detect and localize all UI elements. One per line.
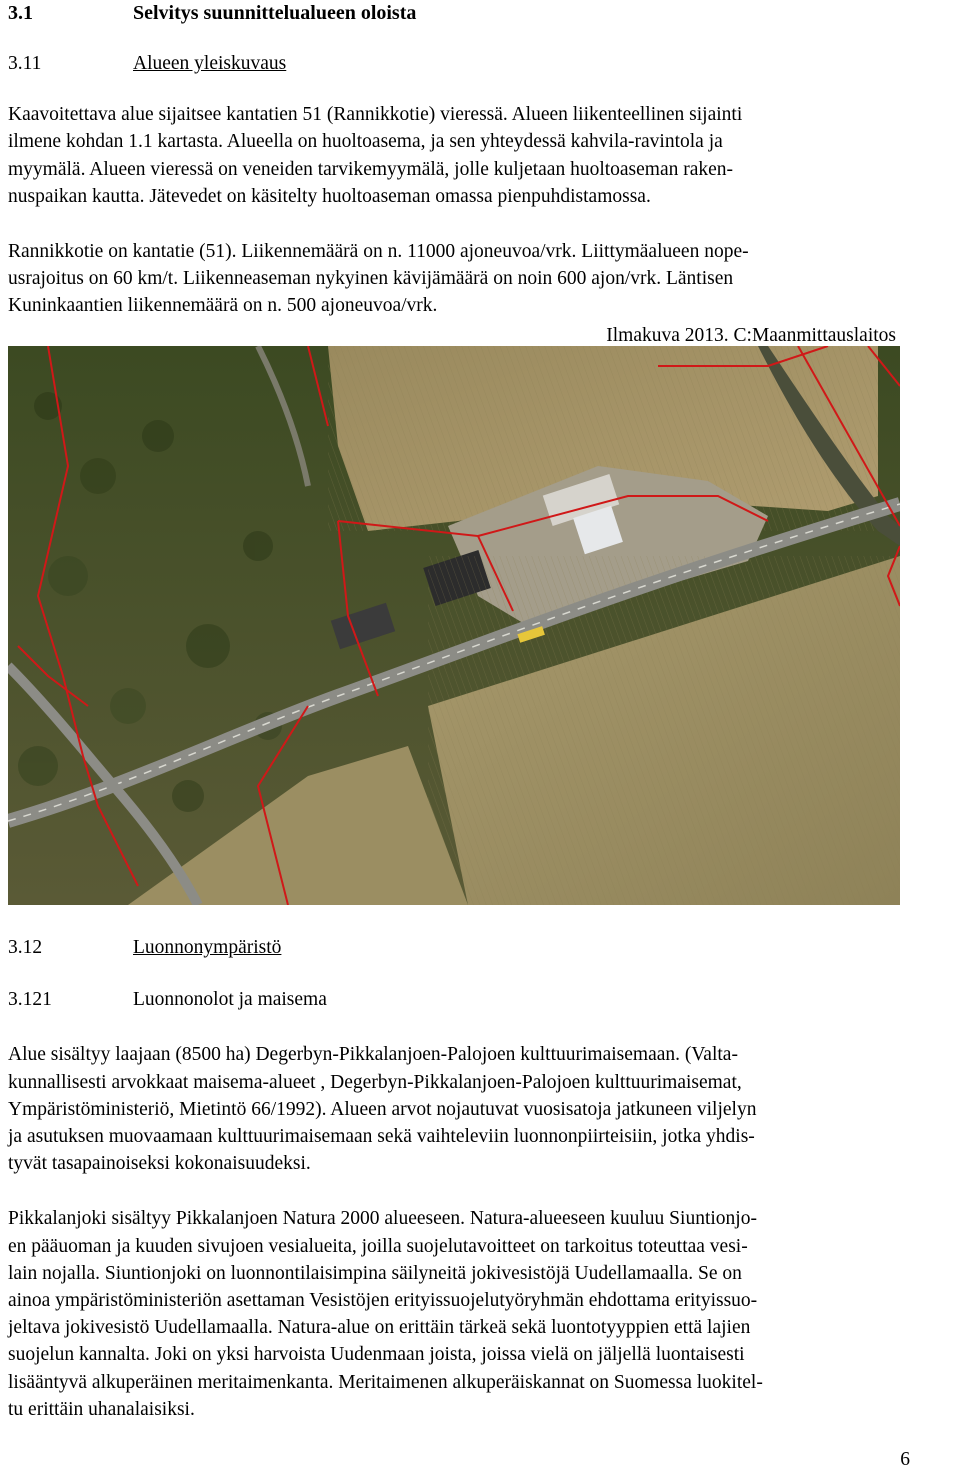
subsection-heading-3-12-text bbox=[8, 935, 281, 961]
text-line: Alue sisältyy laajaan (8500 ha) Degerbyn-Pikkalanjoen-Palojoen kulttuurimaisemaan. (Valta- bbox=[8, 1044, 738, 1065]
section-number: 3.1 bbox=[8, 2, 33, 24]
text-line: myymälä. Alueen vieressä on veneiden tarvikemyymälä, jolle kuljetaan huoltoaseman raken- bbox=[8, 159, 734, 180]
subsection-title: Alueen yleiskuvaus bbox=[133, 53, 287, 74]
text-line: Kaavoitettava alue sijaitsee kantatien 51 (Rannikkotie) vieressä. Alueen liikenteellinen sijainti bbox=[8, 104, 743, 125]
text-line: ilmene kohdan 1.1 kartasta. Alueella on huoltoasema, ja sen yhteydessä kahvila-ravintola ja bbox=[8, 131, 723, 152]
text-line: nuspaikan kautta. Jätevedet on käsitelty huoltoaseman omassa pienpuhdistamossa. bbox=[8, 186, 651, 207]
text-line: tyvät tasapainoiseksi kokonaisuudeksi. bbox=[8, 1153, 311, 1174]
text-line: Rannikkotie on kantatie (51). Liikennemäärä on n. 11000 ajoneuvoa/vrk. Liittymäalueen nope- bbox=[8, 241, 749, 262]
page-number: 6 bbox=[900, 1449, 910, 1470]
text-line: Pikkalanjoki sisältyy Pikkalanjoen Natura 2000 alueeseen. Natura-alueeseen kuuluu Siuntionjo- bbox=[8, 1208, 757, 1229]
text-line: Kuninkaantien liikennemäärä on n. 500 ajoneuvoa/vrk. bbox=[8, 295, 438, 316]
subsection-number: 3.121 bbox=[8, 989, 52, 1010]
aerial-photo bbox=[8, 346, 900, 905]
aerial-photo-map bbox=[8, 346, 900, 905]
text-line: suojelun kannalta. Joki on yksi harvoista Uudenmaan joista, joissa vielä on jäljellä luontaisesti bbox=[8, 1344, 745, 1365]
text-line: ja asutuksen muovaamaan kulttuurimaisemaan sekä vaihteleviin luonnonpiirteisiin, jotka yhdis- bbox=[8, 1126, 755, 1147]
text-line: tu erittäin uhanalaisiksi. bbox=[8, 1399, 195, 1420]
text-line: jeltava jokivesistö Uudellamaalla. Natura-alue on erittäin tärkeä sekä luontotyyppien että lajien bbox=[8, 1317, 751, 1338]
section-title: Selvitys suunnittelualueen oloista bbox=[133, 2, 417, 24]
subsection-heading-3-11-text bbox=[8, 51, 323, 77]
text-line: en pääuoman ja kuuden sivujoen vesialueita, joilla suojelutavoitteet on tarkoitus toteuttaa vesi- bbox=[8, 1236, 748, 1257]
subsection-heading-3-121 bbox=[8, 987, 327, 1013]
text-line: lain nojalla. Siuntionjoki on luonnontilaisimpina säilyneitä jokivesistöjä Uudellamaalla. Se on bbox=[8, 1263, 742, 1284]
text-line: usrajoitus on 60 km/t. Liikenneaseman nykyinen kävijämäärä on noin 600 ajon/vrk. Läntisen bbox=[8, 268, 734, 289]
subsection-heading-3-11 bbox=[8, 51, 328, 77]
subsection-number: 3.11 bbox=[8, 53, 42, 74]
subsection-title: Luonnonolot ja maisema bbox=[133, 989, 327, 1010]
subsection-number: 3.12 bbox=[8, 937, 43, 958]
text-line: ainoa ympäristöministeriön asettaman Vesistöjen erityissuojelutyöryhmän ehdottama erityissuo- bbox=[8, 1290, 758, 1311]
subsection-heading-3-12 bbox=[8, 935, 281, 961]
text-line: kunnallisesti arvokkaat maisema-alueet , Degerbyn-Pikkalanjoen-Palojoen kulttuurimaisemat, bbox=[8, 1072, 742, 1093]
text-line: Ympäristöministeriö, Mietintö 66/1992). Alueen arvot nojautuvat vuosisatoja jatkuneen viljelyn bbox=[8, 1099, 757, 1120]
subsection-title: Luonnonympäristö bbox=[133, 937, 282, 958]
text-line: lisääntyvä alkuperäinen meritaimenkanta. Meritaimenen alkuperäiskannat on Suomessa luokitel- bbox=[8, 1372, 763, 1393]
photo-caption: Ilmakuva 2013. C:Maanmittauslaitos bbox=[606, 325, 896, 346]
